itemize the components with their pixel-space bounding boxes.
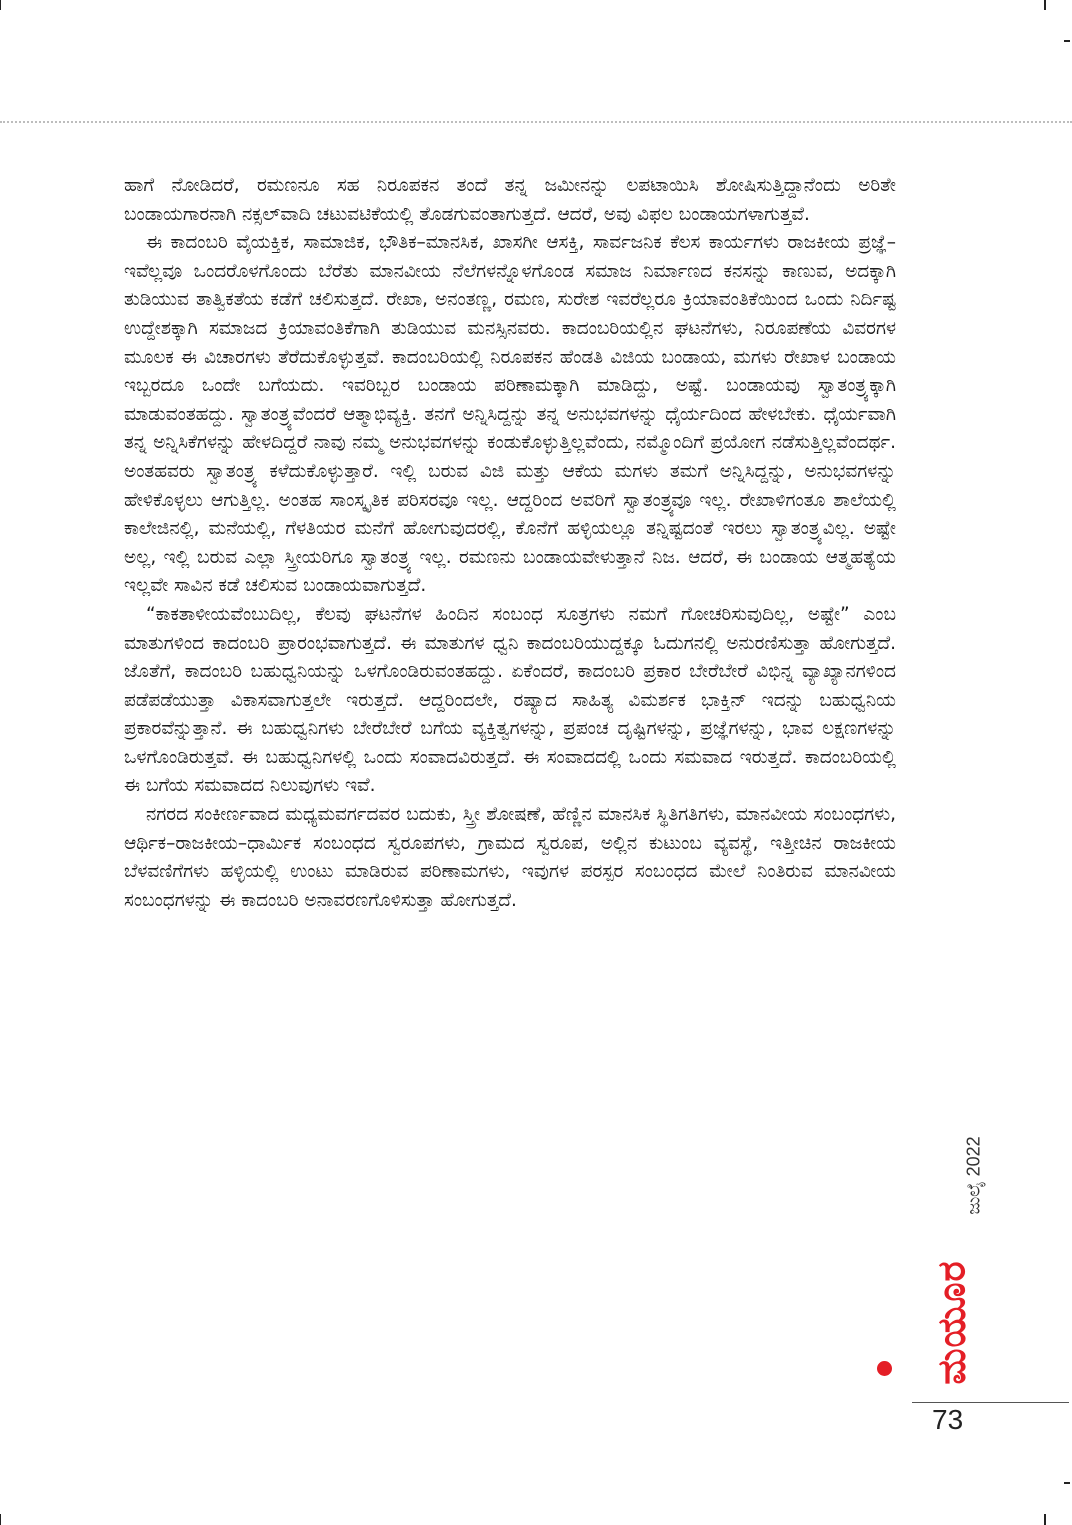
article-paragraph: ಹಾಗೆ ನೋಡಿದರೆ, ರಮಣನೂ ಸಹ ನಿರೂಪಕನ ತಂದೆ ತನ್ನ ಜಮೀನನ್ನು ಲಪಟಾಯಿಸಿ ಶೋಷಿಸುತ್ತಿದ್ದಾನೆಂದು ಅರಿತೇ ಬಂಡಾಯಗಾರನಾಗಿ ನಕ್ಸಲ್‌ವಾದಿ ಚಟುವಟಿಕೆಯಲ್ಲಿ ತೊಡಗುವಂತಾಗುತ್ತದೆ. ಆದರೆ, ಅವು ವಿಫಲ ಬಂಡಾಯಗಳಾಗುತ್ತವೆ. xyxy=(124,175,896,225)
dotted-divider xyxy=(0,121,1072,123)
crop-mark-right-lower xyxy=(1064,1482,1070,1484)
article-paragraph: ನಗರದ ಸಂಕೀರ್ಣವಾದ ಮಧ್ಯಮವರ್ಗದವರ ಬದುಕು, ಸ್ತ್ರೀ ಶೋಷಣೆ, ಹೆಣ್ಣಿನ ಮಾನಸಿಕ ಸ್ಥಿತಿಗತಿಗಳು, ಮಾನವೀಯ ಸಂಬಂಧಗಳು, ಆರ್ಥಿಕ–ರಾಜಕೀಯ–ಧಾರ್ಮಿಕ ಸಂಬಂಧದ ಸ್ವರೂಪಗಳು, ಗ್ರಾಮದ ಸ್ವರೂಪ, ಅಲ್ಲಿನ ಕುಟುಂಬ ವ್ಯವಸ್ಥೆ, ಇತ್ತೀಚಿನ ರಾಜಕೀಯ ಬೆಳವಣಿಗೆಗಳು ಹಳ್ಳಿಯಲ್ಲಿ ಉಂಟು ಮಾಡಿರುವ ಪರಿಣಾಮಗಳು, ಇವುಗಳ ಪರಸ್ಪರ ಸಂಬಂಧದ ಮೇಲೆ ನಿಂತಿರುವ ಮಾನವೀಯ ಸಂಬಂಧಗಳನ್ನು ಈ ಕಾದಂಬರಿ ಅನಾವರಣಗೊಳಿಸುತ್ತಾ ಹೋಗುತ್ತದೆ. xyxy=(124,804,896,911)
crop-mark-bottom-left xyxy=(0,1514,1,1525)
article-paragraph: ಈ ಕಾದಂಬರಿ ವೈಯಕ್ತಿಕ, ಸಾಮಾಜಿಕ, ಭೌತಿಕ–ಮಾನಸಿಕ, ಖಾಸಗೀ ಆಸಕ್ತಿ, ಸಾರ್ವಜನಿಕ ಕೆಲಸ ಕಾರ್ಯಗಳು ರಾಜಕೀಯ ಪ್ರಜ್ಞೆ–ಇವೆಲ್ಲವೂ ಒಂದರೊಳಗೊಂದು ಬೆರೆತು ಮಾನವೀಯ ನೆಲೆಗಳನ್ನೊಳಗೊಂಡ ಸಮಾಜ ನಿರ್ಮಾಣದ ಕನಸನ್ನು ಕಾಣುವ, ಅದಕ್ಕಾಗಿ ತುಡಿಯುವ ತಾತ್ವಿಕತೆಯ ಕಡೆಗೆ ಚಲಿಸುತ್ತದೆ. ರೇಖಾ, ಅನಂತಣ್ಣ, ರಮಣ, ಸುರೇಶ ಇವರೆಲ್ಲರೂ ಕ್ರಿಯಾವಂತಿಕೆಯಿಂದ ಒಂದು ನಿರ್ದಿಷ್ಟ ಉದ್ದೇಶಕ್ಕಾಗಿ ಸಮಾಜದ ಕ್ರಿಯಾವಂತಿಕೆಗಾಗಿ ತುಡಿಯುವ ಮನಸ್ಸಿನವರು. ಕಾದಂಬರಿಯಲ್ಲಿನ ಘಟನೆಗಳು, ನಿರೂಪಣೆಯ ವಿವರಗಳ ಮೂಲಕ ಈ ವಿಚಾರಗಳು ತೆರೆದುಕೊಳ್ಳುತ್ತವೆ. ಕಾದಂಬರಿಯಲ್ಲಿ ನಿರೂಪಕನ ಹೆಂಡತಿ ವಿಜಿಯ ಬಂಡಾಯ, ಮಗಳು ರೇಖಾಳ ಬಂಡಾಯ ಇಬ್ಬರದೂ ಒಂದೇ ಬಗೆಯದು. ಇವರಿಬ್ಬರ ಬಂಡಾಯ ಪರಿಣಾಮಕ್ಕಾಗಿ ಮಾಡಿದ್ದು, ಅಷ್ಟೆ. ಬಂಡಾಯವು ಸ್ವಾತಂತ್ರ್ಯಕ್ಕಾಗಿ ಮಾಡುವಂತಹದ್ದು. ಸ್ವಾತಂತ್ರ್ಯವೆಂದರೆ ಆತ್ಮಾಭಿವ್ಯಕ್ತಿ. ತನಗೆ ಅನ್ನಿಸಿದ್ದನ್ನು ತನ್ನ ಅನುಭವಗಳನ್ನು ಧೈರ್ಯದಿಂದ ಹೇಳಬೇಕು. ಧೈರ್ಯವಾಗಿ ತನ್ನ ಅನ್ನಿಸಿಕೆಗಳನ್ನು ಹೇಳದಿದ್ದರೆ ನಾವು ನಮ್ಮ ಅನುಭವಗಳನ್ನು ಕಂಡುಕೊಳ್ಳುತ್ತಿಲ್ಲವೆಂದು, ನಮ್ಮೊಂದಿಗೆ ಪ್ರಯೋಗ ನಡೆಸುತ್ತಿಲ್ಲವೆಂದರ್ಥ. ಅಂತಹವರು ಸ್ವಾತಂತ್ರ್ಯ ಕಳೆದುಕೊಳ್ಳುತ್ತಾರೆ. ಇಲ್ಲಿ ಬರುವ ವಿಜಿ ಮತ್ತು ಆಕೆಯ ಮಗಳು ತಮಗೆ ಅನ್ನಿಸಿದ್ದನ್ನು, ಅನುಭವಗಳನ್ನು ಹೇಳಿಕೊಳ್ಳಲು ಆಗುತ್ತಿಲ್ಲ. ಅಂತಹ ಸಾಂಸ್ಕೃತಿಕ ಪರಿಸರವೂ ಇಲ್ಲ. ಆದ್ದರಿಂದ ಅವರಿಗೆ ಸ್ವಾತಂತ್ರ್ಯವೂ ಇಲ್ಲ. ರೇಖಾಳಿಗಂತೂ ಶಾಲೆಯಲ್ಲಿ ಕಾಲೇಜಿನಲ್ಲಿ, ಮನೆಯಲ್ಲಿ, ಗೆಳತಿಯರ ಮನೆಗೆ ಹೋಗುವುದರಲ್ಲಿ, ಕೊನೆಗೆ ಹಳ್ಳಿಯಲ್ಲೂ ತನ್ನಿಷ್ಟದಂತೆ ಇರಲು ಸ್ವಾತಂತ್ರ್ಯವಿಲ್ಲ. ಅಷ್ಟೇ ಅಲ್ಲ, ಇಲ್ಲಿ ಬರುವ ಎಲ್ಲಾ ಸ್ತ್ರೀಯರಿಗೂ ಸ್ವಾತಂತ್ರ್ಯ ಇಲ್ಲ. ರಮಣನು ಬಂಡಾಯವೇಳುತ್ತಾನೆ ನಿಜ. ಆದರೆ, ಈ ಬಂಡಾಯ ಆತ್ಮಹತ್ಯೆಯ ಇಲ್ಲವೇ ಸಾವಿನ ಕಡೆ ಚಲಿಸುವ ಬಂಡಾಯವಾಗುತ್ತದೆ. xyxy=(124,232,896,597)
article-body xyxy=(124,172,896,915)
magazine-logo-text: ಮಯೂರ xyxy=(929,1259,974,1385)
issue-date-label xyxy=(924,1125,1024,1225)
crop-mark-top-right xyxy=(1044,0,1046,10)
article-paragraph: “ಕಾಕತಾಳೀಯವೆಂಬುದಿಲ್ಲ, ಕೆಲವು ಘಟನೆಗಳ ಹಿಂದಿನ ಸಂಬಂಧ ಸೂತ್ರಗಳು ನಮಗೆ ಗೋಚರಿಸುವುದಿಲ್ಲ, ಅಷ್ಟೇ” ಎಂಬ ಮಾತುಗಳಿಂದ ಕಾದಂಬರಿ ಪ್ರಾರಂಭವಾಗುತ್ತದೆ. ಈ ಮಾತುಗಳ ಧ್ವನಿ ಕಾದಂಬರಿಯುದ್ದಕ್ಕೂ ಓದುಗನಲ್ಲಿ ಅನುರಣಿಸುತ್ತಾ ಹೋಗುತ್ತದೆ. ಜೊತೆಗೆ, ಕಾದಂಬರಿ ಬಹುಧ್ವನಿಯನ್ನು ಒಳಗೊಂಡಿರುವಂತಹದ್ದು. ಏಕೆಂದರೆ, ಕಾದಂಬರಿ ಪ್ರಕಾರ ಬೇರೆಬೇರೆ ವಿಭಿನ್ನ ವ್ಯಾಖ್ಯಾನಗಳಿಂದ ಪಡೆಪಡೆಯುತ್ತಾ ವಿಕಾಸವಾಗುತ್ತಲೇ ಇರುತ್ತದೆ. ಆದ್ದರಿಂದಲೇ, ರಷ್ಯಾದ ಸಾಹಿತ್ಯ ವಿಮರ್ಶಕ ಭಾಕ್ತಿನ್ ಇದನ್ನು ಬಹುಧ್ವನಿಯ ಪ್ರಕಾರವೆನ್ನುತ್ತಾನೆ. ಈ ಬಹುಧ್ವನಿಗಳು ಬೇರೆಬೇರೆ ಬಗೆಯ ವ್ಯಕ್ತಿತ್ವಗಳನ್ನು, ಪ್ರಪಂಚ ದೃಷ್ಟಿಗಳನ್ನು, ಪ್ರಜ್ಞೆಗಳನ್ನು, ಭಾವ ಲಕ್ಷಣಗಳನ್ನು ಒಳಗೊಂಡಿರುತ್ತವೆ. ಈ ಬಹುಧ್ವನಿಗಳಲ್ಲಿ ಒಂದು ಸಂವಾದವಿರುತ್ತದೆ. ಈ ಸಂವಾದದಲ್ಲಿ ಒಂದು ಸಮವಾದ ಇರುತ್ತದೆ. ಕಾದಂಬರಿಯಲ್ಲಿ ಈ ಬಗೆಯ ಸಮವಾದದ ನಿಲುವುಗಳು ಇವೆ. xyxy=(124,603,896,797)
page-number: 73 xyxy=(932,1404,964,1435)
issue-date-text: ಜುಲೈ 2022 xyxy=(963,1135,984,1215)
end-mark-dot xyxy=(877,1361,892,1376)
crop-mark-top-left xyxy=(0,0,1,10)
crop-mark-right-upper xyxy=(1064,40,1070,42)
crop-mark-bottom-right xyxy=(1044,1514,1046,1525)
magazine-logo xyxy=(882,1252,1022,1392)
